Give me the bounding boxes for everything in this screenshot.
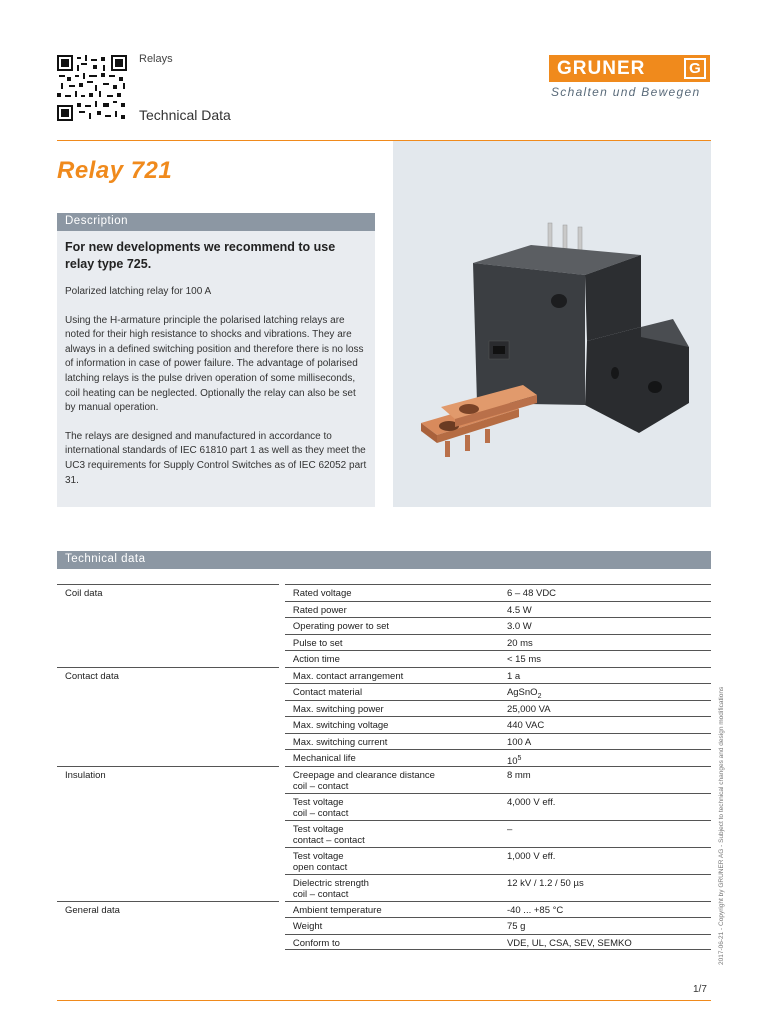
table-row — [57, 683, 711, 700]
parameter-sublabel: coil – contact — [292, 807, 349, 819]
table-value-cell — [499, 667, 711, 684]
parameter-label: Ambient temperature — [292, 904, 382, 916]
value-superscript: 5 — [517, 755, 522, 762]
value-text: – — [506, 823, 513, 835]
table-group-cell — [57, 683, 279, 700]
parameter-label: Test voltage — [292, 850, 344, 862]
table-row — [57, 601, 711, 618]
parameter-sublabel: coil – contact — [292, 888, 349, 900]
parameter-sublabel: contact – contact — [292, 834, 365, 846]
table-value-cell — [499, 683, 711, 700]
table-group-cell — [57, 634, 279, 651]
parameter-label: Action time — [292, 654, 340, 665]
table-value-cell — [499, 749, 711, 766]
parameter-label: Max. switching power — [292, 703, 384, 715]
table-group-cell — [57, 617, 279, 634]
document-category: Relays — [139, 53, 173, 65]
table-group-cell — [57, 917, 279, 934]
description-paragraph-2: Using the H-armature principle the polarised latching relays are noted for their high resistance to shocks and vibrations. They are always in a defined switching position and therefore there is no loss of information in case of power failure. The advantage of polarised latching relays is the pulse driven operation of some milliseconds, coil heating can be neglected. Optionally the relay can also be set by manual operation. — [65, 314, 364, 414]
parameter-label: Weight — [292, 921, 323, 932]
parameter-sublabel: open contact — [292, 861, 348, 873]
table-parameter-cell — [285, 617, 499, 634]
table-value-cell — [499, 820, 711, 847]
product-title: Relay 721 — [57, 157, 173, 184]
table-row — [57, 917, 711, 934]
relay-product-image — [393, 141, 711, 507]
table-parameter-cell — [285, 601, 499, 618]
value-text: 440 VAC — [506, 720, 545, 731]
table-parameter-cell — [285, 733, 499, 750]
logo-box — [549, 55, 710, 82]
parameter-label: Rated voltage — [292, 588, 352, 599]
value-text: 8 mm — [506, 769, 531, 781]
table-row — [57, 934, 711, 951]
table-group-cell — [57, 874, 279, 901]
logo-slogan: Schalten und Bewegen — [551, 85, 701, 99]
logo-name: GRUNER — [557, 58, 646, 79]
table-row — [57, 820, 711, 847]
table-group-cell — [57, 934, 279, 951]
table-row — [57, 617, 711, 634]
table-row — [57, 650, 711, 667]
table-parameter-cell — [285, 584, 499, 601]
table-parameter-cell — [285, 934, 499, 951]
parameter-label: Max. contact arrangement — [292, 670, 404, 682]
table-group-cell — [57, 847, 279, 874]
technical-data-table — [57, 584, 711, 950]
description-panel — [57, 231, 375, 507]
parameter-label: Pulse to set — [292, 637, 343, 649]
value-text: 1 a — [506, 670, 521, 682]
qr-code-image — [57, 55, 127, 121]
parameter-label: Conform to — [292, 937, 340, 949]
table-row — [57, 667, 711, 684]
table-group-cell — [57, 793, 279, 820]
parameter-label: Max. switching voltage — [292, 720, 389, 731]
table-parameter-cell — [285, 749, 499, 766]
table-row — [57, 847, 711, 874]
parameter-label: Test voltage — [292, 796, 344, 808]
table-row — [57, 901, 711, 918]
description-paragraph-1: Polarized latching relay for 100 A — [65, 286, 212, 297]
table-group-cell: Contact data — [57, 667, 279, 684]
parameter-label: Operating power to set — [292, 621, 389, 632]
table-row — [57, 733, 711, 750]
value-text: AgSnO — [506, 687, 538, 698]
table-value-cell — [499, 716, 711, 733]
parameter-label: Rated power — [292, 604, 347, 616]
value-text: 75 g — [506, 921, 526, 932]
parameter-sublabel: coil – contact — [292, 780, 349, 792]
table-group-cell — [57, 650, 279, 667]
table-value-cell — [499, 634, 711, 651]
value-text: 6 – 48 VDC — [506, 588, 557, 599]
table-parameter-cell — [285, 700, 499, 717]
table-value-cell — [499, 700, 711, 717]
table-row — [57, 766, 711, 793]
value-text: 100 A — [506, 736, 532, 748]
value-text: 3.0 W — [506, 621, 532, 632]
footer-divider — [57, 1000, 711, 1001]
table-value-cell — [499, 766, 711, 793]
value-text: < 15 ms — [506, 654, 541, 665]
value-text: 4.5 W — [506, 604, 532, 616]
document-section-title: Technical Data — [139, 107, 231, 123]
technical-data-heading-bar — [57, 551, 711, 569]
description-heading-bar — [57, 213, 375, 231]
table-group-cell — [57, 820, 279, 847]
parameter-label: Contact material — [292, 687, 363, 698]
table-row — [57, 634, 711, 651]
table-group-cell: General data — [57, 901, 279, 918]
value-text: 20 ms — [506, 637, 533, 649]
table-parameter-cell — [285, 683, 499, 700]
table-value-cell — [499, 650, 711, 667]
description-heading: Description — [65, 215, 129, 227]
parameter-label: Test voltage — [292, 823, 344, 835]
table-group-cell — [57, 749, 279, 766]
table-group-cell — [57, 601, 279, 618]
description-paragraph-3: The relays are designed and manufactured in accordance to international standards of IEC 61810 part 1 as well as they meet the UC3 requirements for Supply Control Switches as of IEC 62052 part 31. — [65, 430, 367, 486]
copyright-text: 2017-06-21 - Copyright by GRUNER AG - Subject to technical changes and design modifications — [718, 686, 725, 965]
table-parameter-cell — [285, 766, 499, 793]
table-row — [57, 749, 711, 766]
value-text: VDE, UL, CSA, SEV, SEMKO — [506, 937, 632, 949]
table-row — [57, 793, 711, 820]
value-text: 10 — [506, 756, 518, 768]
table-value-cell — [499, 584, 711, 601]
value-text: 25,000 VA — [506, 703, 551, 715]
table-value-cell — [499, 601, 711, 618]
table-parameter-cell — [285, 874, 499, 901]
product-image-panel — [393, 141, 711, 507]
table-row — [57, 716, 711, 733]
parameter-label: Mechanical life — [292, 753, 356, 764]
table-group-cell — [57, 733, 279, 750]
table-row — [57, 874, 711, 901]
table-parameter-cell — [285, 917, 499, 934]
table-parameter-cell — [285, 667, 499, 684]
table-group-cell — [57, 700, 279, 717]
table-value-cell — [499, 901, 711, 918]
value-text: 12 kV / 1.2 / 50 µs — [506, 877, 584, 889]
table-parameter-cell — [285, 650, 499, 667]
gruner-logo — [549, 55, 711, 101]
value-text: 4,000 V eff. — [506, 796, 556, 808]
table-parameter-cell — [285, 847, 499, 874]
table-group-cell: Coil data — [57, 584, 279, 601]
table-group-cell — [57, 716, 279, 733]
table-parameter-cell — [285, 820, 499, 847]
parameter-label: Creepage and clearance distance — [292, 769, 435, 781]
table-parameter-cell — [285, 716, 499, 733]
table-group-cell: Insulation — [57, 766, 279, 793]
value-subscript: 2 — [537, 692, 542, 700]
technical-data-heading: Technical data — [65, 553, 146, 565]
table-value-cell — [499, 733, 711, 750]
parameter-label: Dielectric strength — [292, 877, 369, 889]
description-lead: For new developments we recommend to use relay type 725. — [65, 240, 336, 271]
table-value-cell — [499, 917, 711, 934]
table-parameter-cell — [285, 901, 499, 918]
table-value-cell — [499, 847, 711, 874]
table-parameter-cell — [285, 634, 499, 651]
value-text: -40 ... +85 °C — [506, 904, 564, 916]
page-number: 1/7 — [693, 984, 707, 995]
table-parameter-cell — [285, 793, 499, 820]
logo-mark-icon: G — [684, 58, 706, 79]
table-value-cell — [499, 934, 711, 951]
table-row — [57, 700, 711, 717]
table-value-cell — [499, 874, 711, 901]
table-value-cell — [499, 793, 711, 820]
table-value-cell — [499, 617, 711, 634]
copyright-side-note — [718, 686, 730, 977]
parameter-label: Max. switching current — [292, 736, 388, 748]
table-row — [57, 584, 711, 601]
value-text: 1,000 V eff. — [506, 850, 556, 862]
